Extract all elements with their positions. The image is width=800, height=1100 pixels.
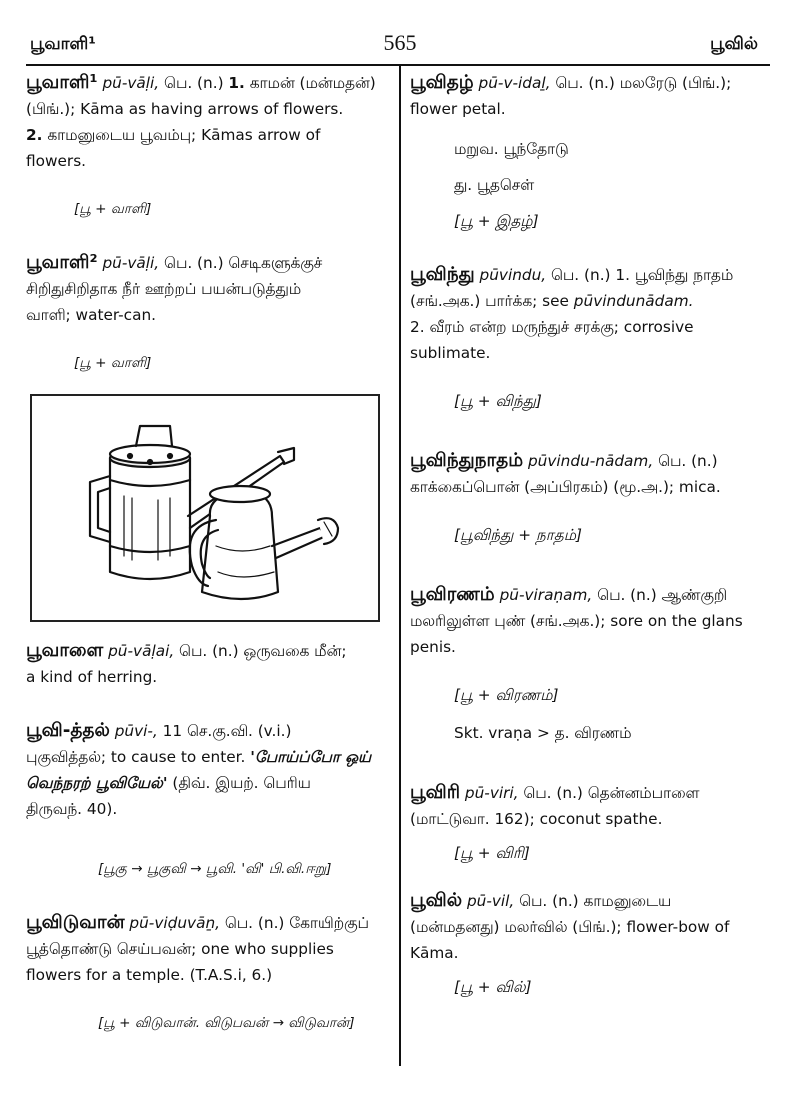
- transliteration: pū-vāḷai,: [108, 642, 175, 660]
- etymology: [பூ + வில்]: [454, 978, 532, 996]
- entry-poovindhu: [410, 262, 772, 414]
- page-number: 565: [383, 30, 417, 55]
- etymology: [பூகு → பூகுவி → பூவி. 'வி' பி.வி.ஈறு]: [98, 861, 332, 877]
- headword: பூவில்: [410, 890, 463, 911]
- definition: காமனுடைய பூவம்பு; Kāmas arrow of: [42, 126, 321, 144]
- running-header-left: பூவாளி¹: [30, 34, 96, 54]
- definition: flower petal.: [410, 100, 506, 118]
- grammar: பெ. (n.) மலரேடு (பிங்.);: [550, 74, 732, 92]
- etymology: [பூ + விரணம்]: [454, 686, 559, 704]
- etymology: [பூ + விரி]: [454, 844, 530, 862]
- entry-poovi-thal: [26, 718, 388, 882]
- grammar: பெ. (n.) ஒருவகை மீன்;: [174, 642, 347, 660]
- definition: Kāma.: [410, 944, 459, 962]
- transliteration: pū-v-idaḻ,: [478, 74, 551, 92]
- definition: காமன் (மன்மதன்): [244, 74, 376, 92]
- entry-poovithazh: [410, 70, 772, 234]
- entry-poovirі: [410, 780, 772, 866]
- definition: flowers for a temple. (T.A.S.i, 6.): [26, 966, 273, 984]
- synonym: மறுவ. பூந்தோடு: [454, 140, 569, 158]
- entry-poovidu-vaan: [26, 910, 388, 1036]
- headword: பூவாளி¹: [26, 72, 98, 93]
- definition: சிறிதுசிறிதாக நீர் ஊற்றப் பயன்படுத்தும்: [26, 280, 302, 298]
- watering-can-figure: [30, 394, 380, 622]
- definition: sublimate.: [410, 344, 491, 362]
- column-divider: [399, 66, 401, 1066]
- left-column: [26, 70, 388, 1036]
- definition: காக்கைப்பொன் (அப்பிரகம்) (மூ.அ.); mica.: [410, 478, 721, 496]
- transliteration: pūvindu,: [479, 266, 547, 284]
- definition: வாளி; water-can.: [26, 306, 157, 324]
- grammar: பெ. (n.) காமனுடைய: [514, 892, 672, 910]
- transliteration: pū-viri,: [464, 784, 519, 802]
- grammar: பெ. (n.) 1. பூவிந்து நாதம்: [546, 266, 734, 284]
- definition: a kind of herring.: [26, 668, 158, 686]
- definition: (பிங்.); Kāma as having arrows of flowers.: [26, 100, 344, 118]
- definition: புகுவித்தல்; to cause to enter.: [26, 748, 251, 766]
- headword: பூவாளி²: [26, 252, 98, 273]
- entry-poovaali-2: [26, 250, 388, 376]
- header-rule: [26, 64, 770, 66]
- definition: (மன்மதனது) மலர்வில் (பிங்.); flower-bow of: [410, 918, 730, 936]
- headword: பூவிரி: [410, 782, 461, 803]
- grammar: பெ. (n.): [159, 74, 229, 92]
- transliteration: pūvindu-nādam,: [527, 452, 654, 470]
- cognate: து. பூதசெள்: [454, 176, 535, 194]
- quotation: 'போய்ப்போ ஒய்: [250, 748, 372, 766]
- headword: பூவிரணம்: [410, 584, 495, 605]
- definition: 2. வீரம் என்ற மருந்துச் சரக்கு; corrosive: [410, 318, 694, 336]
- transliteration: pū-vil,: [466, 892, 515, 910]
- grammar: பெ. (n.): [653, 452, 718, 470]
- watering-cans-illustration: [32, 396, 378, 620]
- transliteration: pū-vāḷi,: [102, 254, 160, 272]
- etymology: [பூ + வாளி]: [74, 201, 152, 217]
- entry-poovaalai: [26, 638, 388, 690]
- definition: flowers.: [26, 152, 87, 170]
- definition: மலரிலுள்ள புண் (சங்.அக.); sore on the glans: [410, 612, 743, 630]
- entry-pooviranam: [410, 582, 772, 746]
- transliteration: pūvi-,: [114, 722, 158, 740]
- headword: பூவிந்துநாதம்: [410, 450, 524, 471]
- sanskrit-origin: Skt. vraṇa > த. விரணம்: [454, 724, 632, 742]
- grammar: பெ. (n.) செடிகளுக்குச்: [159, 254, 323, 272]
- etymology: [பூ + வாளி]: [74, 355, 152, 371]
- definition: (சங்.அக.) பார்க்க; see: [410, 292, 574, 310]
- definition: penis.: [410, 638, 456, 656]
- headword: பூவிடுவான்: [26, 912, 125, 933]
- cross-reference: pūvindunādam.: [573, 292, 694, 310]
- definition: (மாட்டுவா. 162); coconut spathe.: [410, 810, 663, 828]
- grammar: 11 செ.கு.வி. (v.i.): [157, 722, 292, 740]
- transliteration: pū-viḍuvāṉ,: [129, 914, 221, 932]
- etymology: [பூ + விந்து]: [454, 392, 542, 410]
- sense-number: 2.: [26, 126, 43, 144]
- right-column: [410, 70, 772, 1000]
- grammar: பெ. (n.) ஆண்குறி: [592, 586, 728, 604]
- etymology: [பூ + விடுவான். விடுபவன் → விடுவான்]: [98, 1015, 355, 1031]
- entry-poovil: [410, 888, 772, 1000]
- citation: திருவந். 40).: [26, 800, 118, 818]
- headword: பூவிதழ்: [410, 72, 474, 93]
- sense-number: 1.: [228, 74, 245, 92]
- definition: பூத்தொண்டு செய்பவன்; one who supplies: [26, 940, 334, 958]
- grammar: பெ. (n.) கோயிற்குப்: [220, 914, 369, 932]
- etymology: [பூ + இதழ்]: [454, 212, 539, 230]
- grammar: பெ. (n.) தென்னம்பாளை: [518, 784, 700, 802]
- etymology: [பூவிந்து + நாதம்]: [454, 526, 582, 544]
- headword: பூவிந்து: [410, 264, 475, 285]
- entry-poovaali-1: [26, 70, 388, 222]
- headword: பூவி-த்தல்: [26, 720, 110, 741]
- transliteration: pū-vāḷi,: [102, 74, 160, 92]
- quotation: வெந்நரற் பூவியேல்': [26, 774, 168, 792]
- entry-poovindhu-naadham: [410, 448, 772, 548]
- transliteration: pū-viraṇam,: [499, 586, 593, 604]
- headword: பூவாளை: [26, 640, 104, 661]
- running-header-right: பூவில்: [710, 34, 758, 54]
- citation: (திவ். இயற். பெரிய: [167, 774, 311, 792]
